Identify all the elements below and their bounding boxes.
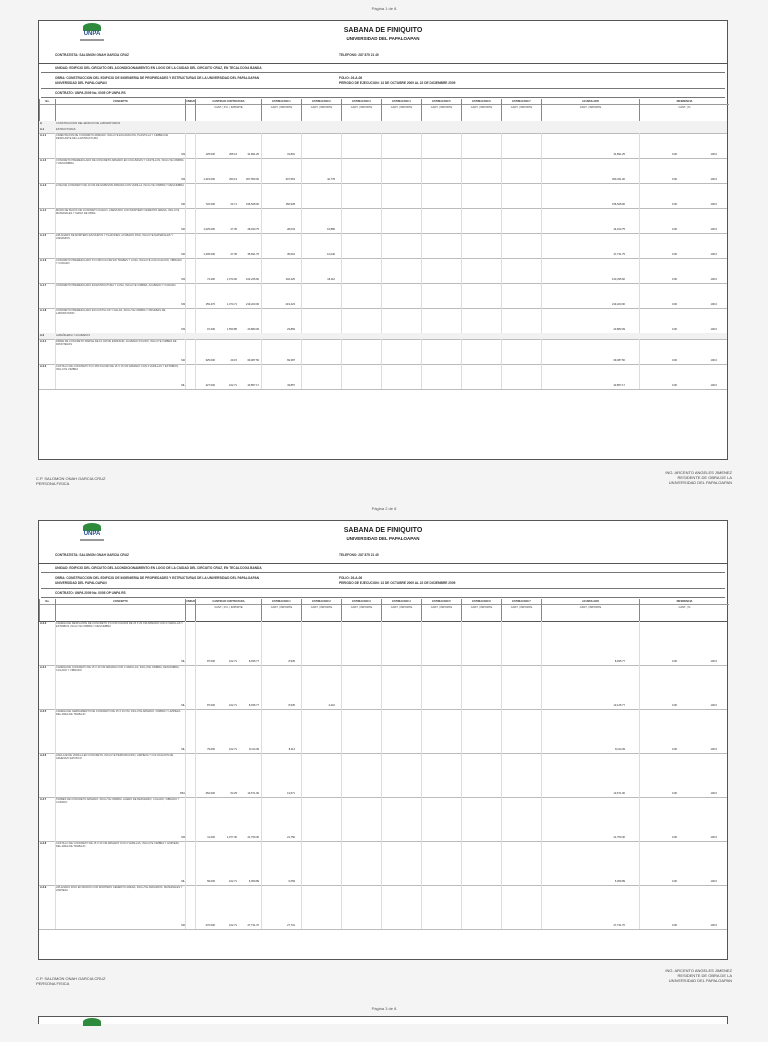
cell-e1: 13,671	[287, 792, 295, 795]
item-code: A.2.2	[40, 365, 47, 368]
item-code: A.2.8	[40, 842, 47, 845]
cell-qty: 15.400	[207, 328, 215, 331]
cell-imp: 31,891.25	[247, 153, 259, 156]
cell-d1: 0.00	[671, 178, 677, 181]
page-header	[39, 21, 727, 64]
item-description: CIMENTACION DE CONCRETO ARMADO, INCLUYE EXCAVACION, PLANTILLA Y CIMBRA DE DESPLANTE DE LA ESTRUCTURA	[56, 134, 169, 141]
cell-imp: 6,059.89	[248, 880, 259, 883]
cell-acc: 21,750.30	[613, 836, 625, 839]
cell-acc: 44,913.75	[613, 228, 625, 231]
cell-e1: 69,387	[287, 359, 295, 362]
cell-acc: 13,145.77	[613, 704, 625, 707]
cell-e2: 18,110	[327, 278, 335, 281]
column-header: ESTIMACION 3 CANT. | IMPORTE	[341, 99, 381, 121]
cell-pu: 1,550.85	[226, 328, 237, 331]
cell-acc: 8,935.77	[614, 660, 625, 663]
item-description: CADENA DE DESPLANTE DE CONCRETO F'C=150 KG/CM2 DE 15 X 20 CM ARMADO CON 4 VARILLAS Y ESTRIBOS, INCLUYE CIMBRA Y DESCIMBRA	[56, 622, 183, 629]
estimation-table	[39, 99, 727, 461]
cell-unit: M3	[181, 178, 185, 181]
cell-acc: 31,891.25	[613, 153, 625, 156]
item-description: CONSTRUCCION DEL EDIFICIO DE LABORATORIOS	[56, 122, 121, 125]
cell-unit: M3	[181, 303, 185, 306]
table-row	[39, 208, 727, 234]
item-code: A.2	[40, 334, 45, 337]
column-header: CONCEPTO	[55, 99, 185, 121]
cell-imp: 8,935.77	[248, 660, 259, 663]
table-row	[39, 709, 727, 754]
cell-e1: 21,750	[287, 836, 295, 839]
cell-d2: 100.0	[710, 836, 717, 839]
cell-imp: 8,114.09	[249, 748, 259, 751]
cell-unit: ML	[181, 748, 185, 751]
cell-qty: 87.000	[207, 704, 215, 707]
cell-pu: 1,977.30	[226, 836, 237, 839]
cell-d1: 0.00	[671, 792, 677, 795]
cell-pu: 102.71	[229, 704, 237, 707]
cell-unit: M2	[181, 228, 185, 231]
page-number-3: Página 3 de 8	[371, 1006, 397, 1011]
item-code: A.2.6	[40, 754, 47, 757]
cell-e1: 23,883	[287, 328, 295, 331]
cell-d1: 0.00	[671, 278, 677, 281]
cell-pu: 1,374.00	[226, 278, 237, 281]
cell-d2: 100.0	[710, 384, 717, 387]
item-description: FIRME DE CONCRETO SIMPLE DE 10 CM DE ESPESOR, ACABADO PULIDO, INCLUYE CIMBRA DE FRONTERAS	[56, 340, 177, 347]
unidad-label: UNIDAD: EDIFICIO DEL CIRCUITO DEL ACONDICIONAMIENTO EN LOGO DE LA CIUDAD DEL CIRCUITO CRUZ, EN TECALCOGA BANDA	[55, 66, 262, 70]
item-code: A	[40, 122, 42, 125]
cell-unit: M3	[181, 153, 185, 156]
cell-imp: 28,033.75	[247, 228, 259, 231]
column-header: ESTIMACION 2 CANT. | IMPORTE	[301, 599, 341, 621]
cell-d1: 0.00	[671, 228, 677, 231]
cell-unit: M3	[181, 328, 185, 331]
signature-right: ING. ARCENTO ANGELES JIMENEZ RESIDENTE DE OBRA DE LA UNIVERSIDAD DEL PAPALOAPAN	[665, 968, 732, 983]
cell-unit: M3	[181, 278, 185, 281]
cell-e1: 307,553	[285, 178, 295, 181]
item-description: CONCRETO PREMEZCLADO EN ESTRUCTURA Y LOSA, INCLUYE CIMBRA, ACABADO Y CURADO	[56, 284, 176, 287]
cell-imp: 8,935.77	[248, 704, 259, 707]
signature-left: C.P. SALOMON ONAH GARCIA CRUZ PERSONA FISICA	[36, 976, 106, 986]
cell-pu: 102.71	[229, 924, 237, 927]
cell-d1: 0.00	[671, 704, 677, 707]
cell-d2: 100.0	[710, 660, 717, 663]
column-header: CANTIDAD CONTRATADA CANT. | P.U. | IMPORTE	[195, 99, 261, 121]
cell-pu: 102.71	[229, 660, 237, 663]
cell-d1: 0.00	[671, 153, 677, 156]
lugar-label: UNIVERSIDAD DEL PAPALOAPAN	[55, 81, 107, 85]
cell-e2: 42,778	[327, 178, 335, 181]
cell-e1: 219,223	[285, 303, 295, 306]
cell-unit: M2	[181, 203, 185, 206]
periodo-label: PERIODO DE EJECUCION: 13 DE OCTUBRE 2009 AL 22 DE DICIEMBRE 2009	[339, 581, 456, 585]
cell-acc: 43,857.17	[613, 384, 625, 387]
item-code: A.2.3	[40, 622, 47, 625]
cell-d1: 0.00	[671, 836, 677, 839]
cell-d2: 100.0	[710, 880, 717, 883]
column-header: DIFERENCIA CANT. | %	[639, 599, 729, 621]
document-page-2	[38, 520, 728, 960]
item-code: A.1.2	[40, 159, 47, 162]
cell-imp: 43,857.17	[247, 384, 259, 387]
folio-label: FOLIO: 26-A-06	[339, 576, 363, 580]
cell-d1: 0.00	[671, 924, 677, 927]
cell-e1: 35,691	[287, 253, 295, 256]
column-header: ESTIMACION 1 CANT. | IMPORTE	[261, 99, 301, 121]
cell-d1: 0.00	[671, 748, 677, 751]
table-row	[39, 133, 727, 159]
cell-unit: M3	[181, 836, 185, 839]
cell-pu: 255.13	[229, 153, 237, 156]
cell-unit: M2	[181, 924, 185, 927]
cell-d1: 0.00	[671, 660, 677, 663]
cell-d1: 0.00	[671, 384, 677, 387]
cell-unit: ML	[181, 880, 185, 883]
table-row	[39, 885, 727, 930]
column-header: CANTIDAD CONTRATADA CANT. | P.U. | IMPORTE	[195, 599, 261, 621]
cell-qty: 252.000	[205, 792, 215, 795]
item-code: A.1.8	[40, 309, 47, 312]
cell-pu: 27.35	[230, 228, 237, 231]
page-header	[39, 521, 727, 564]
unpa-logo	[77, 1018, 107, 1042]
cell-d1: 0.00	[671, 328, 677, 331]
column-header: ESTIMACION 2 CANT. | IMPORTE	[301, 99, 341, 121]
table-row	[39, 258, 727, 284]
item-description: CASTILLO DE CONCRETO F'C=150 KG/CM2 DE 15 X 15 CM ARMADO CON 4 VARILLAS Y ESTRIBOS, INCLUYE CIMBRA	[56, 365, 179, 372]
cell-pu: 253.13	[229, 178, 237, 181]
cell-d2: 100.0	[710, 924, 717, 927]
item-code: A.1.5	[40, 234, 47, 237]
cell-e1: 8,935	[288, 660, 295, 663]
cell-d2: 100.0	[710, 792, 717, 795]
cell-imp: 307,553.00	[246, 178, 259, 181]
item-description: CADENA DE CONCRETO DE 15 X 20 CM ARMADA CON 4 VARILLAS, INCLUYE CIMBRA, DESCIMBRA, COLADO Y VIBRADO	[56, 666, 180, 673]
cell-pu: 102.71	[229, 880, 237, 883]
table-row	[39, 233, 727, 259]
periodo-label: PERIODO DE EJECUCION: 13 DE OCTUBRE 2009 AL 22 DE DICIEMBRE 2009	[339, 81, 456, 85]
contratista-label: CONTRATISTA: SALOMON ONAH GARCIA CRUZ	[55, 53, 129, 57]
cell-d1: 0.00	[671, 359, 677, 362]
item-code: A.1	[40, 128, 45, 131]
cell-qty: 11.000	[207, 836, 215, 839]
estimation-table	[39, 599, 727, 961]
cell-acc: 156,528.00	[612, 203, 625, 206]
cell-e1: 156,528	[285, 203, 295, 206]
cell-qty: 87.000	[207, 660, 215, 663]
item-description: CONCRETO PREMEZCLADO EN CASTILLOS Y DALAS, INCLUYE CIMBRA Y PRUEBAS DE LABORATORIO	[56, 309, 166, 316]
cell-d2: 100.0	[710, 303, 717, 306]
cell-imp: 69,387.50	[247, 359, 259, 362]
cell-e1: 31,891	[287, 153, 295, 156]
table-row	[39, 158, 727, 184]
cell-d2: 100.0	[710, 278, 717, 281]
lugar-label: UNIVERSIDAD DEL PAPALOAPAN	[55, 581, 107, 585]
column-header: UNIDAD	[185, 99, 195, 121]
document-title: SABANA DE FINIQUITO UNIVERSIDAD DEL PAPALOAPAN	[343, 27, 423, 41]
obra-label: OBRA: CONSTRUCCION DEL EDIFICIO DE INGENIERIA DE PROPIEDADES Y ESTRUCTURAS DE LA UNIVERSIDAD DEL PAPALOAPAN	[55, 76, 260, 80]
table-row	[39, 621, 727, 666]
contrato-label: CONTRATO: UNPA 2009 No. 0005 OP UNPA RS	[55, 91, 126, 95]
cell-e2: 12,040	[327, 253, 335, 256]
table-header	[39, 99, 727, 122]
cell-d1: 0.00	[671, 253, 677, 256]
table-row	[39, 753, 727, 798]
cell-e1: 6,059	[288, 880, 295, 883]
cell-pu: 213.5	[230, 359, 237, 362]
cell-acc: 8,114.09	[615, 748, 625, 751]
table-row	[39, 797, 727, 842]
table-row	[39, 339, 727, 365]
column-header: ACUMULADO CANT. | IMPORTE	[541, 99, 639, 121]
cell-acc: 350,331.00	[612, 178, 625, 181]
item-description: CONCRETO PREMEZCLADO F'C=250 KG/CM2 EN TRABES Y LOSA, INCLUYE COLOCACION, VIBRADO Y CURADO	[56, 259, 182, 266]
column-header: ESTIMACION 7 CANT. | IMPORTE	[501, 599, 541, 621]
cell-e1: 43,857	[287, 384, 295, 387]
column-header: ESTIMACION 6 CANT. | IMPORTE	[461, 599, 501, 621]
cell-pu: 1,374.71	[226, 303, 237, 306]
cell-e2: 4,210	[328, 704, 335, 707]
cell-imp: 13,671.00	[247, 792, 259, 795]
cell-pu: 102.71	[229, 748, 237, 751]
telefono-label: TELEFONO: 287 875 21 49	[339, 53, 379, 57]
cell-pu: 27.35	[230, 253, 237, 256]
item-code: A.2.5	[40, 710, 47, 713]
column-header: ESTIMACION 4 CANT. | IMPORTE	[381, 99, 421, 121]
cell-d2: 100.0	[710, 359, 717, 362]
item-code: A.1.1	[40, 134, 47, 137]
item-code: A.2.1	[40, 340, 47, 343]
cell-imp: 156,528.00	[246, 203, 259, 206]
contratista-label: CONTRATISTA: SALOMON ONAH GARCIA CRUZ	[55, 553, 129, 557]
document-page-3	[38, 1016, 728, 1024]
cell-d2: 100.0	[710, 748, 717, 751]
cell-d2: 100.0	[710, 704, 717, 707]
item-description: ALBAÑILERIA Y ACABADOS	[56, 334, 90, 337]
page-number-1: Página 1 de 8	[371, 6, 397, 11]
cell-d2: 100.0	[710, 178, 717, 181]
cell-e2: 16,880	[327, 228, 335, 231]
table-row	[39, 665, 727, 710]
item-description: ESTRUCTURAS	[56, 128, 76, 131]
column-header: ESTIMACION 5 CANT. | IMPORTE	[421, 99, 461, 121]
column-header: UNIDAD	[185, 599, 195, 621]
cell-qty: 1,305.000	[203, 253, 215, 256]
page-number-2: Página 2 de 8	[371, 506, 397, 511]
cell-qty: 270.000	[205, 924, 215, 927]
cell-qty: 720.000	[205, 203, 215, 206]
table-header	[39, 599, 727, 622]
cell-unit: M2	[181, 359, 185, 362]
cell-imp: 21,750.30	[247, 836, 259, 839]
cell-e1: 102,225	[285, 278, 295, 281]
table-row	[39, 308, 727, 334]
cell-e1: 27,731	[287, 924, 295, 927]
cell-d2: 100.0	[710, 153, 717, 156]
unpa-logo: UNPA	[77, 23, 107, 47]
table-row	[39, 283, 727, 309]
cell-imp: 27,731.70	[247, 924, 259, 927]
obra-label: OBRA: CONSTRUCCION DEL EDIFICIO DE INGENIERIA DE PROPIEDADES Y ESTRUCTURAS DE LA UNIVERSIDAD DEL PAPALOAPAN	[55, 576, 260, 580]
cell-unit: M2	[181, 253, 185, 256]
item-code: A.2.9	[40, 886, 47, 889]
cell-imp: 35,691.75	[247, 253, 259, 256]
cell-qty: 325.000	[205, 359, 215, 362]
table-row	[39, 364, 727, 390]
column-header: CONCEPTO	[55, 599, 185, 621]
cell-acc: 23,883.09	[613, 328, 625, 331]
telefono-label: TELEFONO: 287 875 21 49	[339, 553, 379, 557]
column-header: DIFERENCIA CANT. | %	[639, 99, 729, 121]
column-header: ESTIMACION 5 CANT. | IMPORTE	[421, 599, 461, 621]
cell-pu: 102.71	[229, 384, 237, 387]
item-code: A.1.6	[40, 259, 47, 262]
cell-d1: 0.00	[671, 880, 677, 883]
cell-unit: ML	[181, 660, 185, 663]
cell-acc: 69,387.50	[613, 359, 625, 362]
cell-acc: 219,223.00	[612, 303, 625, 306]
cell-imp: 23,883.09	[247, 328, 259, 331]
cell-unit: ML	[181, 384, 185, 387]
unpa-logo: UNPA	[77, 523, 107, 547]
cell-acc: 120,335.60	[612, 278, 625, 281]
cell-pu: 217.4	[230, 203, 237, 206]
cell-acc: 27,731.70	[613, 924, 625, 927]
signature-left: C.P. SALOMON ONAH GARCIA CRUZ PERSONA FISICA	[36, 476, 106, 486]
cell-e1: 28,033	[287, 228, 295, 231]
item-code: A.1.3	[40, 184, 47, 187]
cell-acc: 47,731.75	[613, 253, 625, 256]
cell-d1: 0.00	[671, 203, 677, 206]
cell-imp: 219,223.00	[246, 303, 259, 306]
column-header: ESTIMACION 4 CANT. | IMPORTE	[381, 599, 421, 621]
item-description: APLANADO FINO EN MUROS CON MORTERO CEMENTO ARENA, INCLUYE ANDAMIOS, MATERIALES Y LIMPIEZA	[56, 886, 183, 893]
table-row	[39, 183, 727, 209]
cell-d1: 0.00	[671, 303, 677, 306]
table-row	[39, 841, 727, 886]
item-code: A.1.7	[40, 284, 47, 287]
column-header: ESTIMACION 1 CANT. | IMPORTE	[261, 599, 301, 621]
column-header: ESTIMACION 3 CANT. | IMPORTE	[341, 599, 381, 621]
cell-qty: 159.470	[205, 303, 215, 306]
cell-imp: 102,225.60	[246, 278, 259, 281]
cell-e1: 8,935	[288, 704, 295, 707]
cell-d2: 100.0	[710, 228, 717, 231]
cell-qty: 427.000	[205, 384, 215, 387]
cell-unit: ML	[181, 704, 185, 707]
signature-right: ING. ARCENTO ANGELES JIMENEZ RESIDENTE DE OBRA DE LA UNIVERSIDAD DEL PAPALOAPAN	[665, 470, 732, 485]
column-header: ACUMULADO CANT. | IMPORTE	[541, 599, 639, 621]
cell-d2: 100.0	[710, 328, 717, 331]
contrato-label: CONTRATO: UNPA 2009 No. 0005 OP UNPA RS	[55, 591, 126, 595]
cell-qty: 125.000	[205, 153, 215, 156]
cell-d2: 100.0	[710, 203, 717, 206]
item-description: CONCRETO PREMEZCLADO DE CONCRETO ARMADO EN COLUMNAS Y CASTILLOS, INCLUYE CIMBRA Y DESCIMBRA	[56, 159, 184, 166]
cell-acc: 6,059.89	[614, 880, 625, 883]
item-description: LOSA DE CONCRETO DE 10 CM DE ESPESOR ARMADA CON VARILLA, INCLUYE CIMBRA Y DESCIMBRA	[56, 184, 184, 187]
cell-acc: 13,671.00	[613, 792, 625, 795]
item-code: A.2.4	[40, 666, 47, 669]
cell-qty: 79.000	[207, 748, 215, 751]
cell-pu: 54.25	[230, 792, 237, 795]
item-description: CASTILLO DE CONCRETO DE 15 X 20 CM ARMADO CON 4 VARILLAS, INCLUYE CIMBRA Y LIMPIEZA DEL AREA DE TRABAJO	[56, 842, 179, 849]
cell-unit: PZA	[179, 792, 185, 795]
item-description: CADENA DE CERRAMIENTO DE CONCRETO DE 15 X 20 CM, INCLUYE ARMADO, CIMBRA Y LIMPIEZA DEL AREA DE TRABAJO	[56, 710, 181, 717]
document-title: SABANA DE FINIQUITO UNIVERSIDAD DEL PAPALOAPAN	[343, 527, 423, 541]
cell-e1: 8,114	[288, 748, 295, 751]
item-description: TRABES DE CONCRETO ARMADO, INCLUYE CIMBRA, ACERO DE REFUERZO, COLADO, VIBRADO Y CURADO	[56, 798, 180, 805]
item-description: MURO DE BLOCK DE CONCRETO HUECO, ASENTADO CON MORTERO CEMENTO ARENA, INCLUYE MATERIALES Y MANO DE OBRA	[56, 209, 180, 216]
unidad-label: UNIDAD: EDIFICIO DEL CIRCUITO DEL ACONDICIONAMIENTO EN LOGO DE LA CIUDAD DEL CIRCUITO CRUZ, EN TECALCOGA BANDA	[55, 566, 262, 570]
cell-qty: 1,025.000	[203, 228, 215, 231]
column-header: No.	[39, 99, 55, 121]
folio-label: FOLIO: 26-A-06	[339, 76, 363, 80]
item-description: APLANADO DE MORTERO EN MUROS Y PLAFONES, ACABADO FINO, INCLUYE MATERIALES Y ANDAMIOS	[56, 234, 173, 241]
cell-qty: 1,215.000	[203, 178, 215, 181]
cell-qty: 59.000	[207, 880, 215, 883]
document-page-1	[38, 20, 728, 460]
cell-qty: 74.400	[207, 278, 215, 281]
item-description: ANCLAJE DE VARILLA EN CONCRETO, INCLUYE PERFORACION, LIMPIEZA Y COLOCACION DE ADHESIVO EPOXICO	[56, 754, 174, 761]
column-header: ESTIMACION 7 CANT. | IMPORTE	[501, 99, 541, 121]
column-header: No.	[39, 599, 55, 621]
column-header: ESTIMACION 6 CANT. | IMPORTE	[461, 99, 501, 121]
cell-d2: 100.0	[710, 253, 717, 256]
item-code: A.2.7	[40, 798, 47, 801]
item-code: A.1.4	[40, 209, 47, 212]
